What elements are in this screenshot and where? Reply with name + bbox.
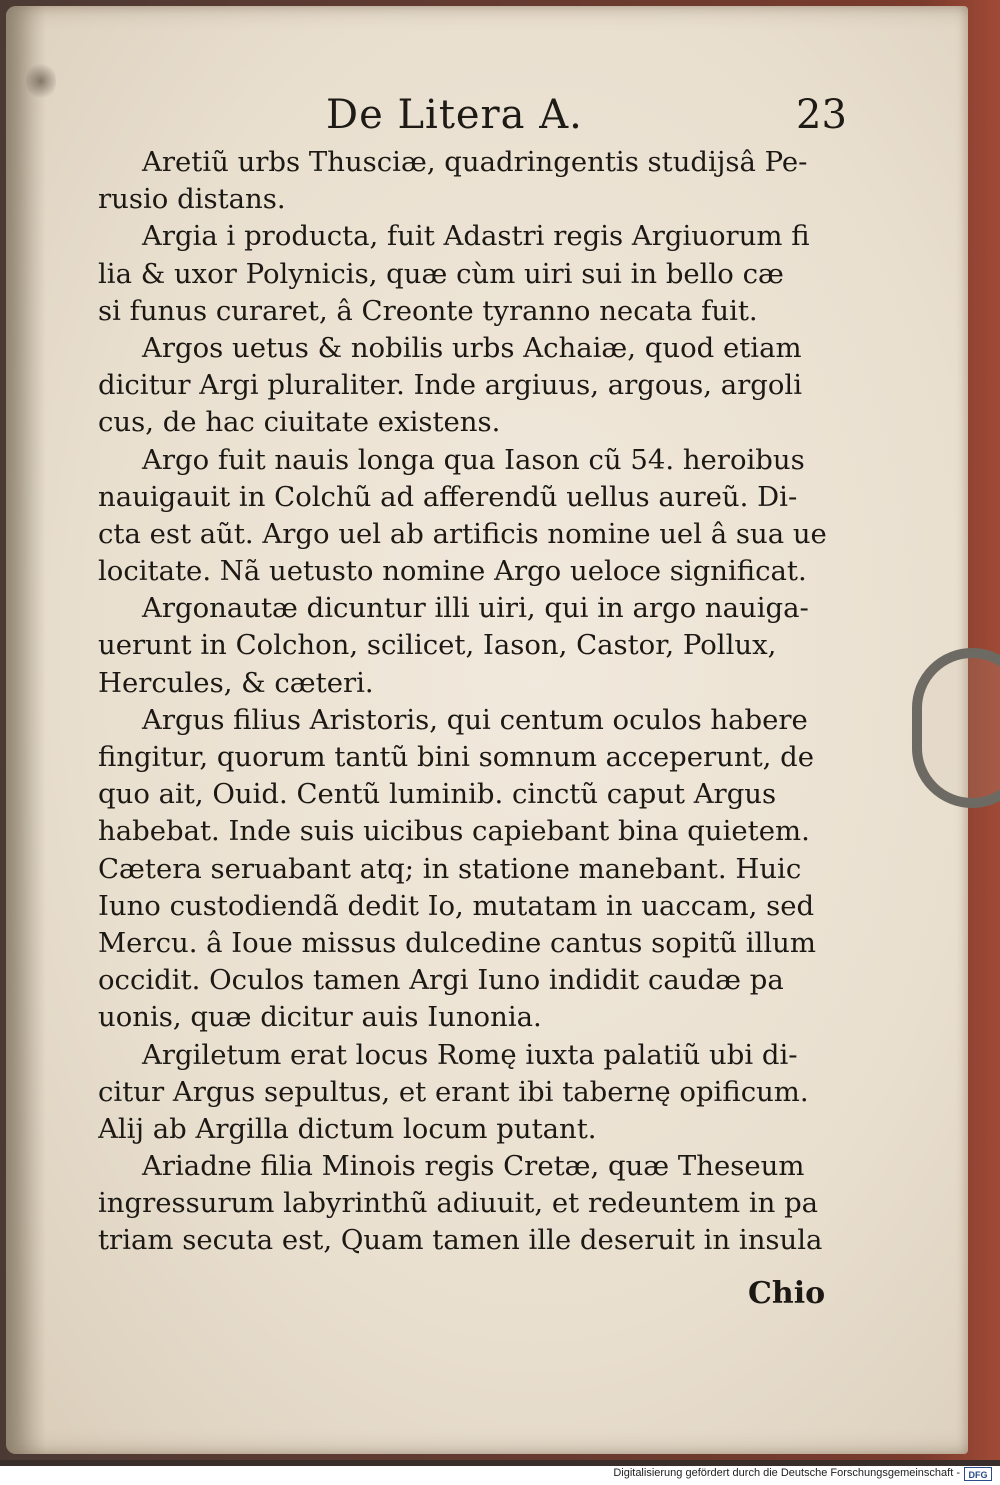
text-line: uerunt in Colchon, scilicet, Iason, Castor, Pollux, [98, 629, 777, 662]
text-line: uonis, quæ dicitur auis Iunonia. [98, 1001, 542, 1034]
footer-credit: Digitalisierung gefördert durch die Deutsche Forschungsgemeinschaft - [613, 1467, 960, 1479]
text-line: Argus filius Aristoris, qui centum oculos habere [142, 703, 808, 736]
text-line: Argonautæ dicuntur illi uiri, qui in argo nauiga- [142, 592, 809, 625]
text-line: Argos uetus & nobilis urbs Achaiæ, quod etiam [142, 331, 802, 364]
text-line: Mercu. â Ioue missus dulcedine cantus sopitũ illum [98, 926, 816, 959]
text-line: Argiletum erat locus Romę iuxta palatiũ ubi di- [142, 1038, 798, 1071]
text-line: lia & uxor Polynicis, quæ cùm uiri sui in bello cæ [98, 257, 784, 290]
text-line: Cætera seruabant atq; in statione manebant. Huic [98, 852, 802, 885]
text-line: Argo fuit nauis longa qua Iason cũ 54. heroibus [142, 443, 805, 476]
ink-stain [26, 61, 56, 101]
book-clasp [912, 648, 1000, 808]
page-gutter [6, 6, 46, 1454]
catchword: Chio [748, 1276, 826, 1311]
text-line: Iuno custodiendã dedit Io, mutatam in uaccam, sed [98, 889, 815, 922]
text-line: Hercules, & cæteri. [98, 666, 374, 699]
text-line: ingressurum labyrinthũ adiuuit, et redeuntem in pa [98, 1187, 819, 1220]
text-line: si funus curaret, â Creonte tyranno necata fuit. [98, 294, 758, 327]
text-line: fingitur, quorum tantũ bini somnum acceperunt, de [98, 741, 814, 773]
body-text [98, 144, 838, 1260]
dfg-logo: DFG [964, 1467, 992, 1481]
text-line: cus, de hac ciuitate existens. [98, 406, 501, 439]
page-number: 23 [796, 92, 847, 138]
text-line: rusio distans. [98, 183, 286, 216]
text-line: quo ait, Ouid. Centũ luminib. cinctũ caput Argus [98, 778, 777, 811]
text-line: Aretiũ urbs Thusciæ, quadringentis studijsâ Pe- [142, 146, 808, 178]
text-line: citur Argus sepultus, et erant ibi tabernę opificum. [98, 1075, 809, 1108]
running-header: De Litera A. [326, 92, 583, 138]
text-line: Ariadne filia Minois regis Cretæ, quæ Theseum [142, 1150, 805, 1183]
text-line: cta est aũt. Argo uel ab artificis nomine uel â sua ue [98, 517, 827, 550]
text-line: Alij ab Argilla dictum locum putant. [98, 1112, 597, 1145]
text-line: locitate. Nã uetusto nomine Argo ueloce significat. [98, 555, 807, 588]
text-line: habebat. Inde suis uicibus capiebant bina quietem. [98, 815, 810, 848]
text-line: triam secuta est, Quam tamen ille deseruit in insula [98, 1224, 823, 1257]
text-line: occidit. Oculos tamen Argi Iuno indidit caudæ pa [98, 964, 784, 997]
text-line: Argia i producta, fuit Adastri regis Argiuorum fi [142, 220, 810, 253]
text-line: dicitur Argi pluraliter. Inde argiuus, argous, argoli [98, 369, 803, 402]
text-line: nauigauit in Colchũ ad afferendũ uellus aureũ. Di- [98, 480, 798, 513]
